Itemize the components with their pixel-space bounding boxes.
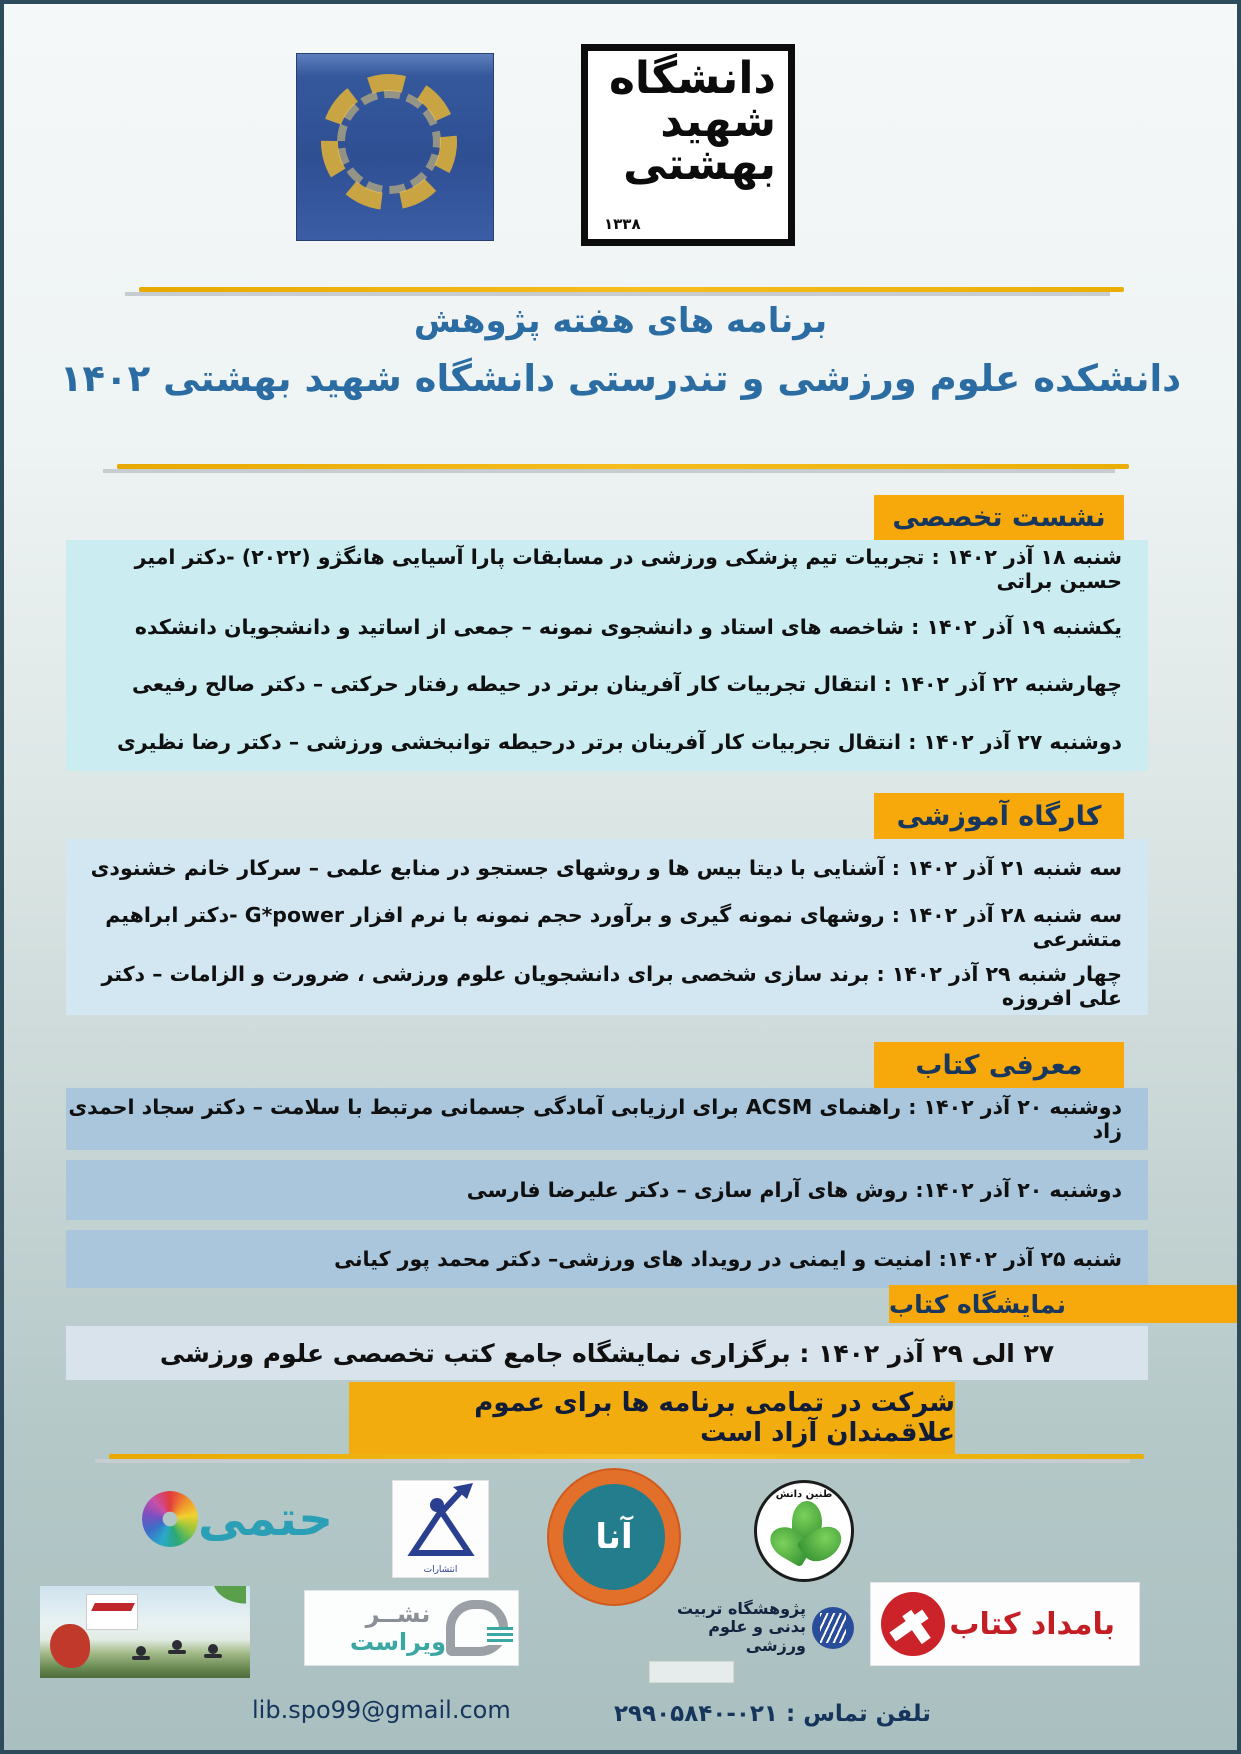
bamdad-monogram-icon xyxy=(881,1592,945,1656)
schedule-item: دوشنبه ۲۷ آذر ۱۴۰۲ : انتقال تجربیات کار آفرینان برتر درحیطه توانبخشی ورزشی – دکتر رضا نظیری xyxy=(117,730,1122,755)
tanin-danesh-logo xyxy=(754,1480,854,1582)
schedule-item: چهارشنبه ۲۲ آذر ۱۴۰۲ : انتقال تجربیات کار آفرینان برتر در حیطه رفتار حرکتی – دکتر صالح رفیعی xyxy=(131,672,1122,697)
schedule-item: سه شنبه ۲۱ آذر ۱۴۰۲ : آشنایی با دیتا بیس ها و روشهای جستجو در منابع علمی – سرکار خانم خشنودی xyxy=(90,856,1122,881)
shahid-beheshti-university-logo xyxy=(581,44,795,246)
sport-sciences-research-institute-logo xyxy=(649,1600,854,1690)
tanin-danesh-label: طنین دانش xyxy=(775,1489,833,1500)
cyclist-silhouette xyxy=(208,1644,218,1654)
schedule-item: دوشنبه ۲۰ آذر ۱۴۰۲: روش های آرام سازی – دکتر علیرضا فارسی xyxy=(466,1178,1122,1202)
schedule-item: شنبه ۲۵ آذر ۱۴۰۲: امنیت و ایمنی در رویداد های ورزشی– دکتر محمد پور کیانی xyxy=(334,1247,1122,1271)
sbu-logo-line3: بهشتی xyxy=(623,139,776,191)
workshops-box xyxy=(66,839,1148,1015)
book-intro-box xyxy=(66,1088,1148,1150)
schedule-item: شنبه ۱۸ آذر ۱۴۰۲ : تجربیات تیم پزشکی ورزشی در مسابقات پارا آسیایی هانگژو (۲۰۲۲) -دکتر امیر حسین براتی xyxy=(134,544,1122,593)
schedule-item: چهار شنبه ۲۹ آذر ۱۴۰۲ : برند سازی شخصی برای دانشجویان علوم ورزشی ، ضرورت و الزامات – دکتر علی افروزه xyxy=(101,961,1122,1010)
sbu-logo-year: ۱۳۳۸ xyxy=(604,215,641,233)
book-intro-box xyxy=(66,1230,1148,1288)
institute-stamp-shape xyxy=(649,1661,734,1683)
section-header-books: معرفی کتاب xyxy=(874,1042,1124,1088)
ana-publications-logo xyxy=(549,1470,679,1604)
sbu-logo-line1: دانشگاه xyxy=(608,53,776,104)
bamdad-ketab-logo xyxy=(870,1582,1140,1666)
title-line2: دانشکده علوم ورزشی و تندرستی دانشگاه شهید بهشتی ۱۴۰۲ xyxy=(59,357,1182,400)
virast-word-nashr: نشــر xyxy=(365,1600,431,1628)
ana-wordmark: آنا xyxy=(595,1517,633,1557)
schedule-item: سه شنبه ۲۸ آذر ۱۴۰۲ : روشهای نمونه گیری و برآورد حجم نمونه با نرم افزار G*power -دکتر ابراهیم متشرعی xyxy=(105,902,1122,951)
research-week-festival-logo xyxy=(297,54,493,240)
institute-logo-row xyxy=(649,1600,854,1655)
expo-box xyxy=(66,1326,1148,1380)
section-header-sessions: نشست تخصصی xyxy=(874,495,1124,540)
institute-emblem-icon xyxy=(812,1607,854,1649)
schedule-item: دوشنبه ۲۰ آذر ۱۴۰۲ : راهنمای ACSM برای ارزیابی آمادگی جسمانی مرتبط با سلامت – دکتر سجاد احمدی زاد xyxy=(68,1095,1122,1143)
schedule-item: یکشنبه ۱۹ آذر ۱۴۰۲ : شاخصه های استاد و دانشجوی نمونه – جمعی از اساتید و دانشجویان دانشکده xyxy=(134,614,1122,639)
contact-phone: تلفن تماس : ۰۲۱-۲۹۹۰۵۸۴۰ xyxy=(614,1701,931,1727)
cyclist-silhouette xyxy=(172,1640,182,1650)
institute-caption: پژوهشگاه تربیت بدنی و علوم ورزشی xyxy=(676,1599,806,1655)
virast-publishing-logo xyxy=(304,1590,519,1666)
section-header-workshops: کارگاه آموزشی xyxy=(874,793,1124,839)
red-emblem-shape xyxy=(50,1624,90,1668)
section-header-expo: نمایشگاه کتاب xyxy=(889,1285,1237,1323)
cycling-event-banner-image xyxy=(40,1586,250,1678)
virast-word-virast: ویراست xyxy=(349,1628,446,1656)
open-participation-banner: شرکت در تمامی برنامه ها برای عموم علاقمندان آزاد است xyxy=(349,1382,955,1454)
bamdad-wordmark: بامداد کتاب xyxy=(949,1606,1115,1642)
gold-divider-under-title xyxy=(117,464,1129,469)
sbu-logo-line2: شهید xyxy=(660,96,776,148)
banner-corner-logo xyxy=(86,1594,138,1630)
sessions-box xyxy=(66,540,1148,771)
sport-publisher-logo xyxy=(392,1480,489,1578)
palm-leaves-shape xyxy=(204,1586,246,1610)
title-line1: برنامه های هفته پژوهش xyxy=(413,301,828,341)
contact-email[interactable]: lib.spo99@gmail.com xyxy=(252,1696,511,1724)
virast-wordmark xyxy=(350,1600,446,1656)
athlete-quill-icon xyxy=(393,1481,488,1561)
publisher-caption: انتشارات xyxy=(423,1565,458,1575)
book-spiral-icon xyxy=(446,1600,508,1656)
cyclist-silhouette xyxy=(136,1646,146,1656)
color-pinwheel-icon xyxy=(142,1491,198,1547)
gold-divider-bottom xyxy=(109,1454,1144,1459)
book-intro-box xyxy=(66,1160,1148,1220)
schedule-item: ۲۷ الی ۲۹ آذر ۱۴۰۲ : برگزاری نمایشگاه جامع کتب تخصصی علوم ورزشی xyxy=(159,1338,1055,1368)
hatmi-wordmark: حتمی xyxy=(198,1491,333,1547)
hatmi-publications-logo xyxy=(142,1484,347,1554)
gold-divider-top xyxy=(139,287,1124,292)
poster-title xyxy=(4,301,1237,400)
